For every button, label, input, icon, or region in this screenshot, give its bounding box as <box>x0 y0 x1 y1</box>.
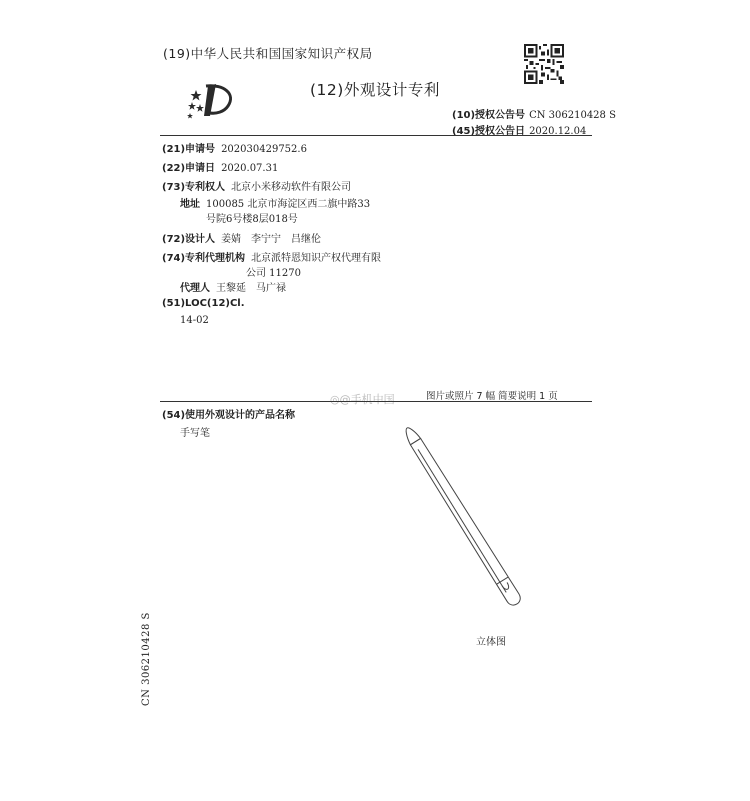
figure-caption: 立体图 <box>476 637 506 648</box>
agents <box>180 279 286 294</box>
cnipa-logo <box>184 80 240 120</box>
application-number <box>162 140 307 155</box>
document-type: (12)外观设计专利 <box>310 81 440 99</box>
weibo-icon: ◎ <box>330 393 340 406</box>
grant-date-value: 2020.12.04 <box>529 126 587 137</box>
address <box>180 195 370 210</box>
logo-star-1 <box>191 90 202 101</box>
logo-star-4 <box>187 113 193 119</box>
stylus-tip <box>402 425 421 445</box>
header-rule <box>160 135 592 136</box>
agency-line-1: 北京派特恩知识产权代理有限 <box>251 253 382 264</box>
application-date-value: 2020.07.31 <box>221 163 279 174</box>
watermark <box>330 391 395 407</box>
agents-value: 王黎延 马广禄 <box>216 283 286 294</box>
stylus-end-cap <box>502 582 510 590</box>
stylus-drawing <box>390 418 590 624</box>
figure-count-note: 图片或照片 7 幅 简要说明 1 页 <box>426 391 558 402</box>
patentee-value: 北京小米移动软件有限公司 <box>231 182 352 193</box>
office-name: (19)中华人民共和国国家知识产权局 <box>163 46 373 61</box>
agents-label: 代理人 <box>180 283 210 294</box>
address-line-1: 100085 北京市海淀区西二旗中路33 <box>206 199 371 210</box>
grant-number <box>452 106 616 121</box>
grant-number-label: (10)授权公告号 <box>452 110 526 121</box>
agency-label: (74)专利代理机构 <box>162 253 246 264</box>
qr-code-icon <box>524 44 564 84</box>
logo-bar <box>204 84 216 116</box>
stylus-cap-line <box>496 577 508 584</box>
side-patent-number: CN 306210428 S <box>141 612 152 706</box>
loc-classification <box>162 298 245 309</box>
stylus-flat-edge <box>417 449 507 592</box>
product-name-label: (54)使用外观设计的产品名称 <box>162 410 296 421</box>
loc-value: 14-02 <box>180 315 209 326</box>
address-line-2-text: 号院6号楼8层018号 <box>206 214 298 225</box>
loc-label: (51)LOC(12)Cl. <box>162 298 245 309</box>
logo-star-3 <box>196 104 204 112</box>
patentee <box>162 178 351 193</box>
product-name: 手写笔 <box>180 428 210 439</box>
address-line-2 <box>206 210 298 225</box>
section-rule <box>160 401 592 402</box>
logo-star-2 <box>188 102 196 110</box>
address-label: 地址 <box>180 199 200 210</box>
application-number-value: 202030429752.6 <box>221 144 307 155</box>
grant-number-value: CN 306210428 S <box>529 110 616 121</box>
agency-line-2 <box>246 264 301 279</box>
agency <box>162 249 381 264</box>
application-number-label: (21)申请号 <box>162 144 216 155</box>
designers-label: (72)设计人 <box>162 234 216 245</box>
designers-value: 姜婧 李宁宁 吕继伦 <box>221 234 322 245</box>
designers <box>162 230 321 245</box>
watermark-text: @手机中国 <box>339 393 395 406</box>
application-date-label: (22)申请日 <box>162 163 216 174</box>
agency-line-2-text: 公司 11270 <box>246 268 301 279</box>
application-date <box>162 159 278 174</box>
patentee-label: (73)专利权人 <box>162 182 226 193</box>
grant-date-label: (45)授权公告日 <box>452 126 526 137</box>
